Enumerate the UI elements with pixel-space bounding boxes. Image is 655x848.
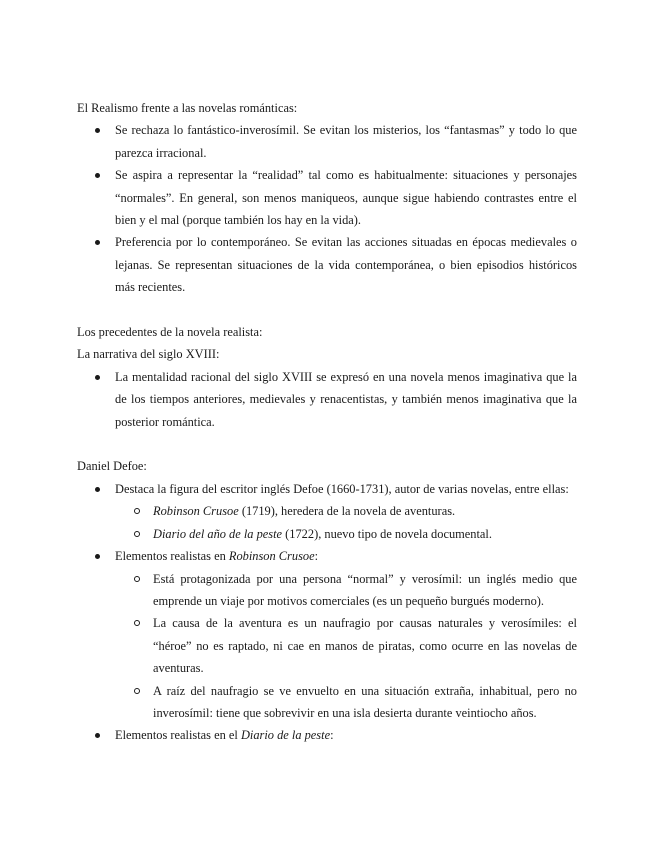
list-item-prefix: Elementos realistas en el (115, 728, 241, 743)
sub-list-item (153, 680, 577, 725)
bullet-list-siglo-xviii (77, 366, 577, 433)
list-item (115, 164, 577, 231)
list-item (115, 366, 577, 433)
bullet-icon (95, 487, 100, 492)
circle-bullet-icon (134, 508, 140, 514)
bullet-icon (95, 128, 100, 133)
list-item-suffix: : (330, 728, 334, 743)
list-item-text: Se rechaza lo fantástico-inverosímil. Se evitan los misterios, los “fantasmas” y todo lo que parezca irracional. (115, 123, 577, 160)
list-item-text: Preferencia por lo contemporáneo. Se evitan las acciones situadas en épocas medievales o lejanas. Se representan situaciones de la vida contemporánea, o bien episodios históricos más recientes. (115, 235, 577, 295)
circle-bullet-icon (134, 576, 140, 582)
list-item (115, 231, 577, 298)
book-title: Diario del año de la peste (153, 526, 283, 541)
sub-list-item-text: Está protagonizada por una persona “normal” y verosímil: un inglés medio que emprende un viaje por motivos comerciales (es un pequeño burgués moderno). (153, 571, 577, 608)
sub-list-item (153, 500, 577, 522)
list-item-text: La mentalidad racional del siglo XVIII se expresó en una novela menos imaginativa que la de los tiempos anteriores, medievales y renacentistas, y también menos imaginativa que la posterior romántica. (115, 369, 577, 429)
circle-bullet-icon (134, 688, 140, 694)
sub-list-item-text: A raíz del naufragio se ve envuelto en una situación extraña, inhabitual, pero no inverosímil: tiene que sobrevivir en una isla desierta durante veintiocho años. (153, 683, 577, 720)
list-item (115, 119, 577, 164)
list-item-text: Se aspira a representar la “realidad” tal como es habitualmente: situaciones y personajes “normales”. En general, son menos maniqueos, aunque sigue habiendo contrastes entre el bien y el mal (porque también los hay en la vida). (115, 168, 577, 228)
book-title: Diario de la peste (240, 728, 331, 743)
bullet-icon (95, 240, 100, 245)
bullet-list-realismo (77, 119, 577, 298)
section-heading-realismo: El Realismo frente a las novelas románticas: (77, 101, 298, 115)
list-item-prefix: Elementos realistas en (115, 549, 229, 564)
sub-list-item (153, 523, 577, 545)
subheading-siglo-xviii: La narrativa del siglo XVIII: (77, 347, 220, 362)
list-item-text: Destaca la figura del escritor inglés Defoe (1660-1731), autor de varias novelas, entre ellas: (115, 481, 569, 496)
list-item (115, 478, 577, 545)
section-heading-defoe: Daniel Defoe: (77, 459, 147, 474)
bullet-icon (95, 375, 100, 380)
bullet-list-defoe (77, 478, 577, 747)
sub-list-item-text: (1719), heredera de la novela de aventuras. (238, 504, 456, 519)
sub-list-novelas (115, 500, 577, 545)
bullet-icon (95, 554, 100, 559)
list-item (115, 545, 577, 724)
document-page (77, 97, 577, 747)
sub-list-item (153, 568, 577, 613)
bullet-icon (95, 173, 100, 178)
list-item-suffix: : (314, 549, 319, 564)
circle-bullet-icon (134, 620, 140, 626)
sub-list-robinson (115, 568, 577, 725)
book-title: Robinson Crusoe (228, 549, 315, 564)
list-item (115, 724, 577, 746)
section-heading-precedentes: Los precedentes de la novela realista: (77, 325, 263, 340)
sub-list-item-text: La causa de la aventura es un naufragio por causas naturales y verosímiles: el “héroe” no es raptado, ni cae en manos de piratas, como ocurre en las novelas de aventuras. (153, 616, 577, 676)
sub-list-item-text: (1722), nuevo tipo de novela documental. (282, 526, 492, 541)
book-title: Robinson Crusoe (153, 504, 239, 519)
circle-bullet-icon (134, 531, 140, 537)
sub-list-item (153, 612, 577, 679)
bullet-icon (95, 733, 100, 738)
